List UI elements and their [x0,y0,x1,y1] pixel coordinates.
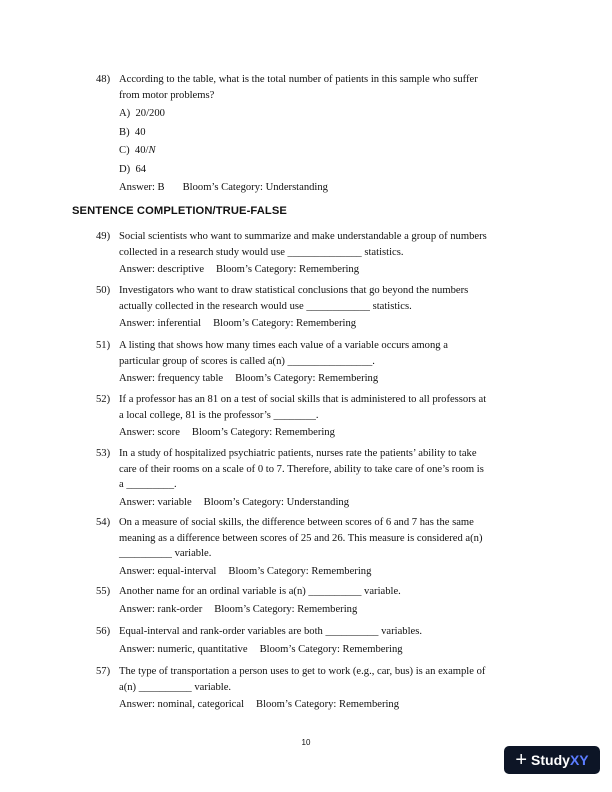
page-number: 10 [301,738,311,747]
bloom-category: Bloom’s Category: Remembering [216,264,360,275]
question-text-line: On a measure of social skills, the difference between scores of 6 and 7 has the same [119,517,474,528]
question-number: 57) [96,666,111,677]
question-number: 51) [96,340,111,351]
question-number: 53) [96,448,111,459]
question-number: 50) [96,285,111,296]
option-b: B) 40 [119,126,146,138]
bloom-category: Bloom’s Category: Remembering [259,643,403,655]
studyxy-logo [504,746,600,774]
logo-text: Study [531,752,570,768]
question-number: 52) [96,394,111,405]
bloom-category: Bloom’s Category: Remembering [191,427,335,438]
answer-line [119,564,556,580]
answer-line [119,425,556,441]
logo-accent-text: XY [569,752,589,768]
question-text-line: If a professor has an 81 on a test of social skills that is administered to all professors at [119,394,487,405]
question-56 [96,624,556,657]
question-number: 55) [96,586,111,597]
answer-text: Answer: nominal, categorical [119,699,245,710]
answer-text: Answer: numeric, quantitative [119,643,248,655]
question-text-line: A listing that shows how many times each value of a variable occurs among a [119,340,448,351]
question-text-line: Equal-interval and rank-order variables are both __________ variables. [119,626,422,637]
answer-text: Answer: descriptive [119,264,205,275]
answer-line [119,262,556,278]
answer-line [119,697,556,713]
question-51 [96,338,556,387]
question-text-line: actually collected in the research would use ____________ statistics. [119,300,412,312]
bloom-category: Bloom’s Category: Understanding [182,182,328,193]
question-text-line: In a study of hospitalized psychiatric patients, nurses rate the patients’ ability to take [119,448,477,459]
answer-line [119,316,556,332]
question-number: 54) [96,517,111,528]
question-text-line: The type of transportation a person uses to get to work (e.g., car, bus) is an example of [119,666,486,677]
question-54 [96,515,556,579]
question-number: 56) [96,626,111,637]
question-text-line: Investigators who want to draw statistical conclusions that go beyond the numbers [119,285,469,296]
question-57 [96,664,556,713]
bloom-category: Bloom’s Category: Remembering [213,318,357,329]
question-55 [96,584,556,617]
question-text-line: particular group of scores is called a(n) ________________. [119,355,375,367]
bloom-category: Bloom’s Category: Remembering [228,565,372,577]
question-text-line: collected in a research study would use ______________ statistics. [119,246,404,258]
question-text-line: a local college, 81 is the professor’s ________. [119,409,319,421]
question-number: 49) [96,231,111,242]
answer-text: Answer: score [119,427,180,438]
question-text-line: meaning as a difference between scores of 25 and 26. This measure is considered a(n) [119,532,483,544]
option-c: C) 40/N [119,145,156,156]
question-text-line: care of their rooms on a scale of 0 to 7. Therefore, ability to take care of one’s room is [119,463,484,475]
question-49 [96,229,556,278]
answer-line [119,602,556,618]
answer-text: Answer: frequency table [119,373,224,384]
question-text-line: Another name for an ordinal variable is a(n) __________ variable. [119,586,401,597]
bloom-category: Bloom’s Category: Remembering [256,699,400,710]
question-text-line: __________ variable. [119,548,212,559]
answer-line [119,180,556,196]
answer-text: Answer: inferential [119,318,202,329]
answer-text: Answer: B [119,182,165,193]
answer-line [119,642,556,658]
question-number: 48) [96,74,111,85]
option-d: D) 64 [119,163,147,175]
answer-text: Answer: variable [119,496,192,508]
plus-icon: + [515,749,528,771]
question-text-line: a(n) __________ variable. [119,681,232,693]
answer-line [119,371,556,387]
answer-text: Answer: rank-order [119,603,203,615]
bloom-category: Bloom’s Category: Remembering [235,373,379,384]
question-48 [96,72,556,196]
answer-text: Answer: equal-interval [119,565,217,577]
question-52 [96,392,556,441]
section-heading: SENTENCE COMPLETION/TRUE-FALSE [72,205,287,217]
question-text-line: According to the table, what is the total number of patients in this sample who suffer [119,74,478,85]
bloom-category: Bloom’s Category: Remembering [214,603,358,615]
question-text-line: a _________. [119,479,177,490]
question-text-line: from motor problems? [119,89,215,101]
question-text-line: Social scientists who want to summarize and make understandable a group of numbers [119,231,487,242]
option-a: A) 20/200 [119,108,165,119]
question-53 [96,446,556,510]
bloom-category: Bloom’s Category: Understanding [203,496,350,508]
question-50 [96,283,556,332]
answer-line [119,495,556,511]
